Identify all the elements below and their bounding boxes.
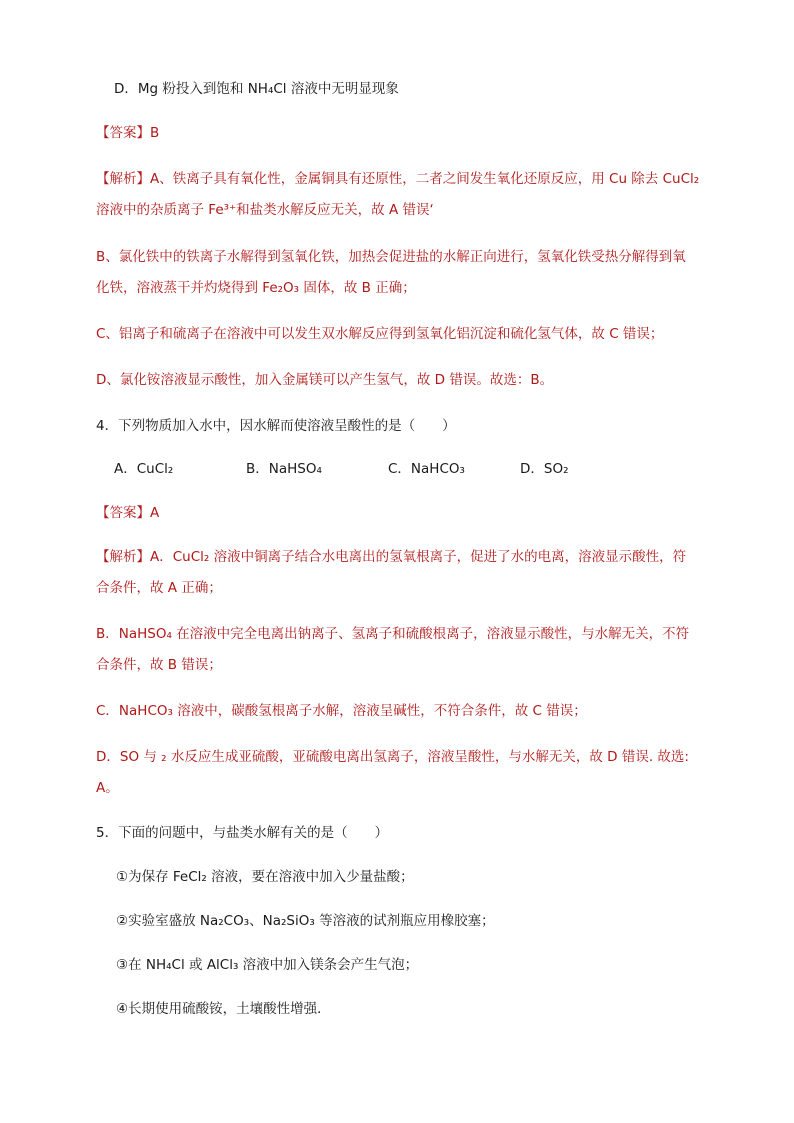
q3-analysis-c: C、铝离子和硫离子在溶液中可以发生双水解反应得到氢氧化铝沉淀和硫化氢气体，故 C 错误； [96, 326, 664, 342]
q5-item-1: ①为保存 FeCl₂ 溶液，要在溶液中加入少量盐酸； [116, 869, 414, 885]
q3-analysis-a-line1 [96, 170, 699, 188]
q5-stem: 5．下面的问题中，与盐类水解有关的是（ ） [96, 825, 389, 841]
analysis-text: A．CuCl₂ 溶液中铜离子结合水电离出的氢氧根离子，促进了水的电离，溶液显示酸性，符 [150, 549, 687, 565]
q4-stem: 4．下列物质加入水中，因水解而使溶液呈酸性的是（ ） [96, 418, 456, 434]
q4-analysis-a-line1 [96, 548, 686, 566]
q4-analysis-d-line1: D．SO 与 ₂ 水反应生成亚硫酸，亚硫酸电离出氢离子，溶液呈酸性，与水解无关，故 D 错误. 故选: [96, 749, 689, 765]
analysis-tag: 【解析】 [96, 549, 150, 565]
q3-analysis-b-line1: B、氯化铁中的铁离子水解得到氢氧化铁，加热会促进盐的水解正向进行，氢氧化铁受热分解得到氧 [96, 249, 686, 265]
q4-analysis-b-line1: B．NaHSO₄ 在溶液中完全电离出钠离子、氢离子和硫酸根离子，溶液显示酸性，与水解无关，不符 [96, 626, 690, 642]
q3-analysis-a-line2: 溶液中的杂质离子 Fe³⁺和盐类水解反应无关，故 A 错误‘ [96, 202, 434, 218]
q3-answer-line [96, 124, 159, 142]
q4-analysis-c: C．NaHCO₃ 溶液中，碳酸氢根离子水解，溶液呈碱性，不符合条件，故 C 错误； [96, 703, 587, 719]
q4-option-d: D．SO₂ [520, 461, 569, 477]
q5-item-3: ③在 NH₄Cl 或 AlCl₃ 溶液中加入镁条会产生气泡； [116, 957, 419, 973]
q4-option-b: B．NaHSO₄ [246, 461, 322, 477]
q4-analysis-b-line2: 合条件，故 B 错误； [96, 657, 222, 673]
answer-value: A [150, 505, 160, 521]
answer-value: B [150, 125, 160, 141]
answer-tag: 【答案】 [96, 125, 150, 141]
q4-answer-line [96, 504, 159, 522]
q4-option-c: C．NaHCO₃ [388, 461, 465, 477]
q3-analysis-b-line2: 化铁，溶液蒸干并灼烧得到 Fe₂O₃ 固体，故 B 正确； [96, 280, 416, 296]
q3-analysis-d: D、氯化铵溶液显示酸性，加入金属镁可以产生氢气，故 D 错误。故选：B。 [96, 372, 554, 388]
q5-item-4: ④长期使用硫酸铵，土壤酸性增强． [116, 1001, 331, 1017]
q4-analysis-a-line2: 合条件，故 A 正确； [96, 580, 222, 596]
q4-analysis-d-line2: A。 [96, 780, 119, 796]
analysis-tag: 【解析】 [96, 171, 150, 187]
analysis-text: A、铁离子具有氧化性，金属铜具有还原性，二者之间发生氧化还原反应，用 Cu 除去 CuCl₂ [150, 171, 700, 187]
answer-tag: 【答案】 [96, 505, 150, 521]
q5-item-2: ②实验室盛放 Na₂CO₃、Na₂SiO₃ 等溶液的试剂瓶应用橡胶塞； [116, 913, 495, 929]
q3-option-d: D．Mg 粉投入到饱和 NH₄Cl 溶液中无明显现象 [114, 81, 399, 97]
q4-option-a: A．CuCl₂ [114, 461, 174, 477]
